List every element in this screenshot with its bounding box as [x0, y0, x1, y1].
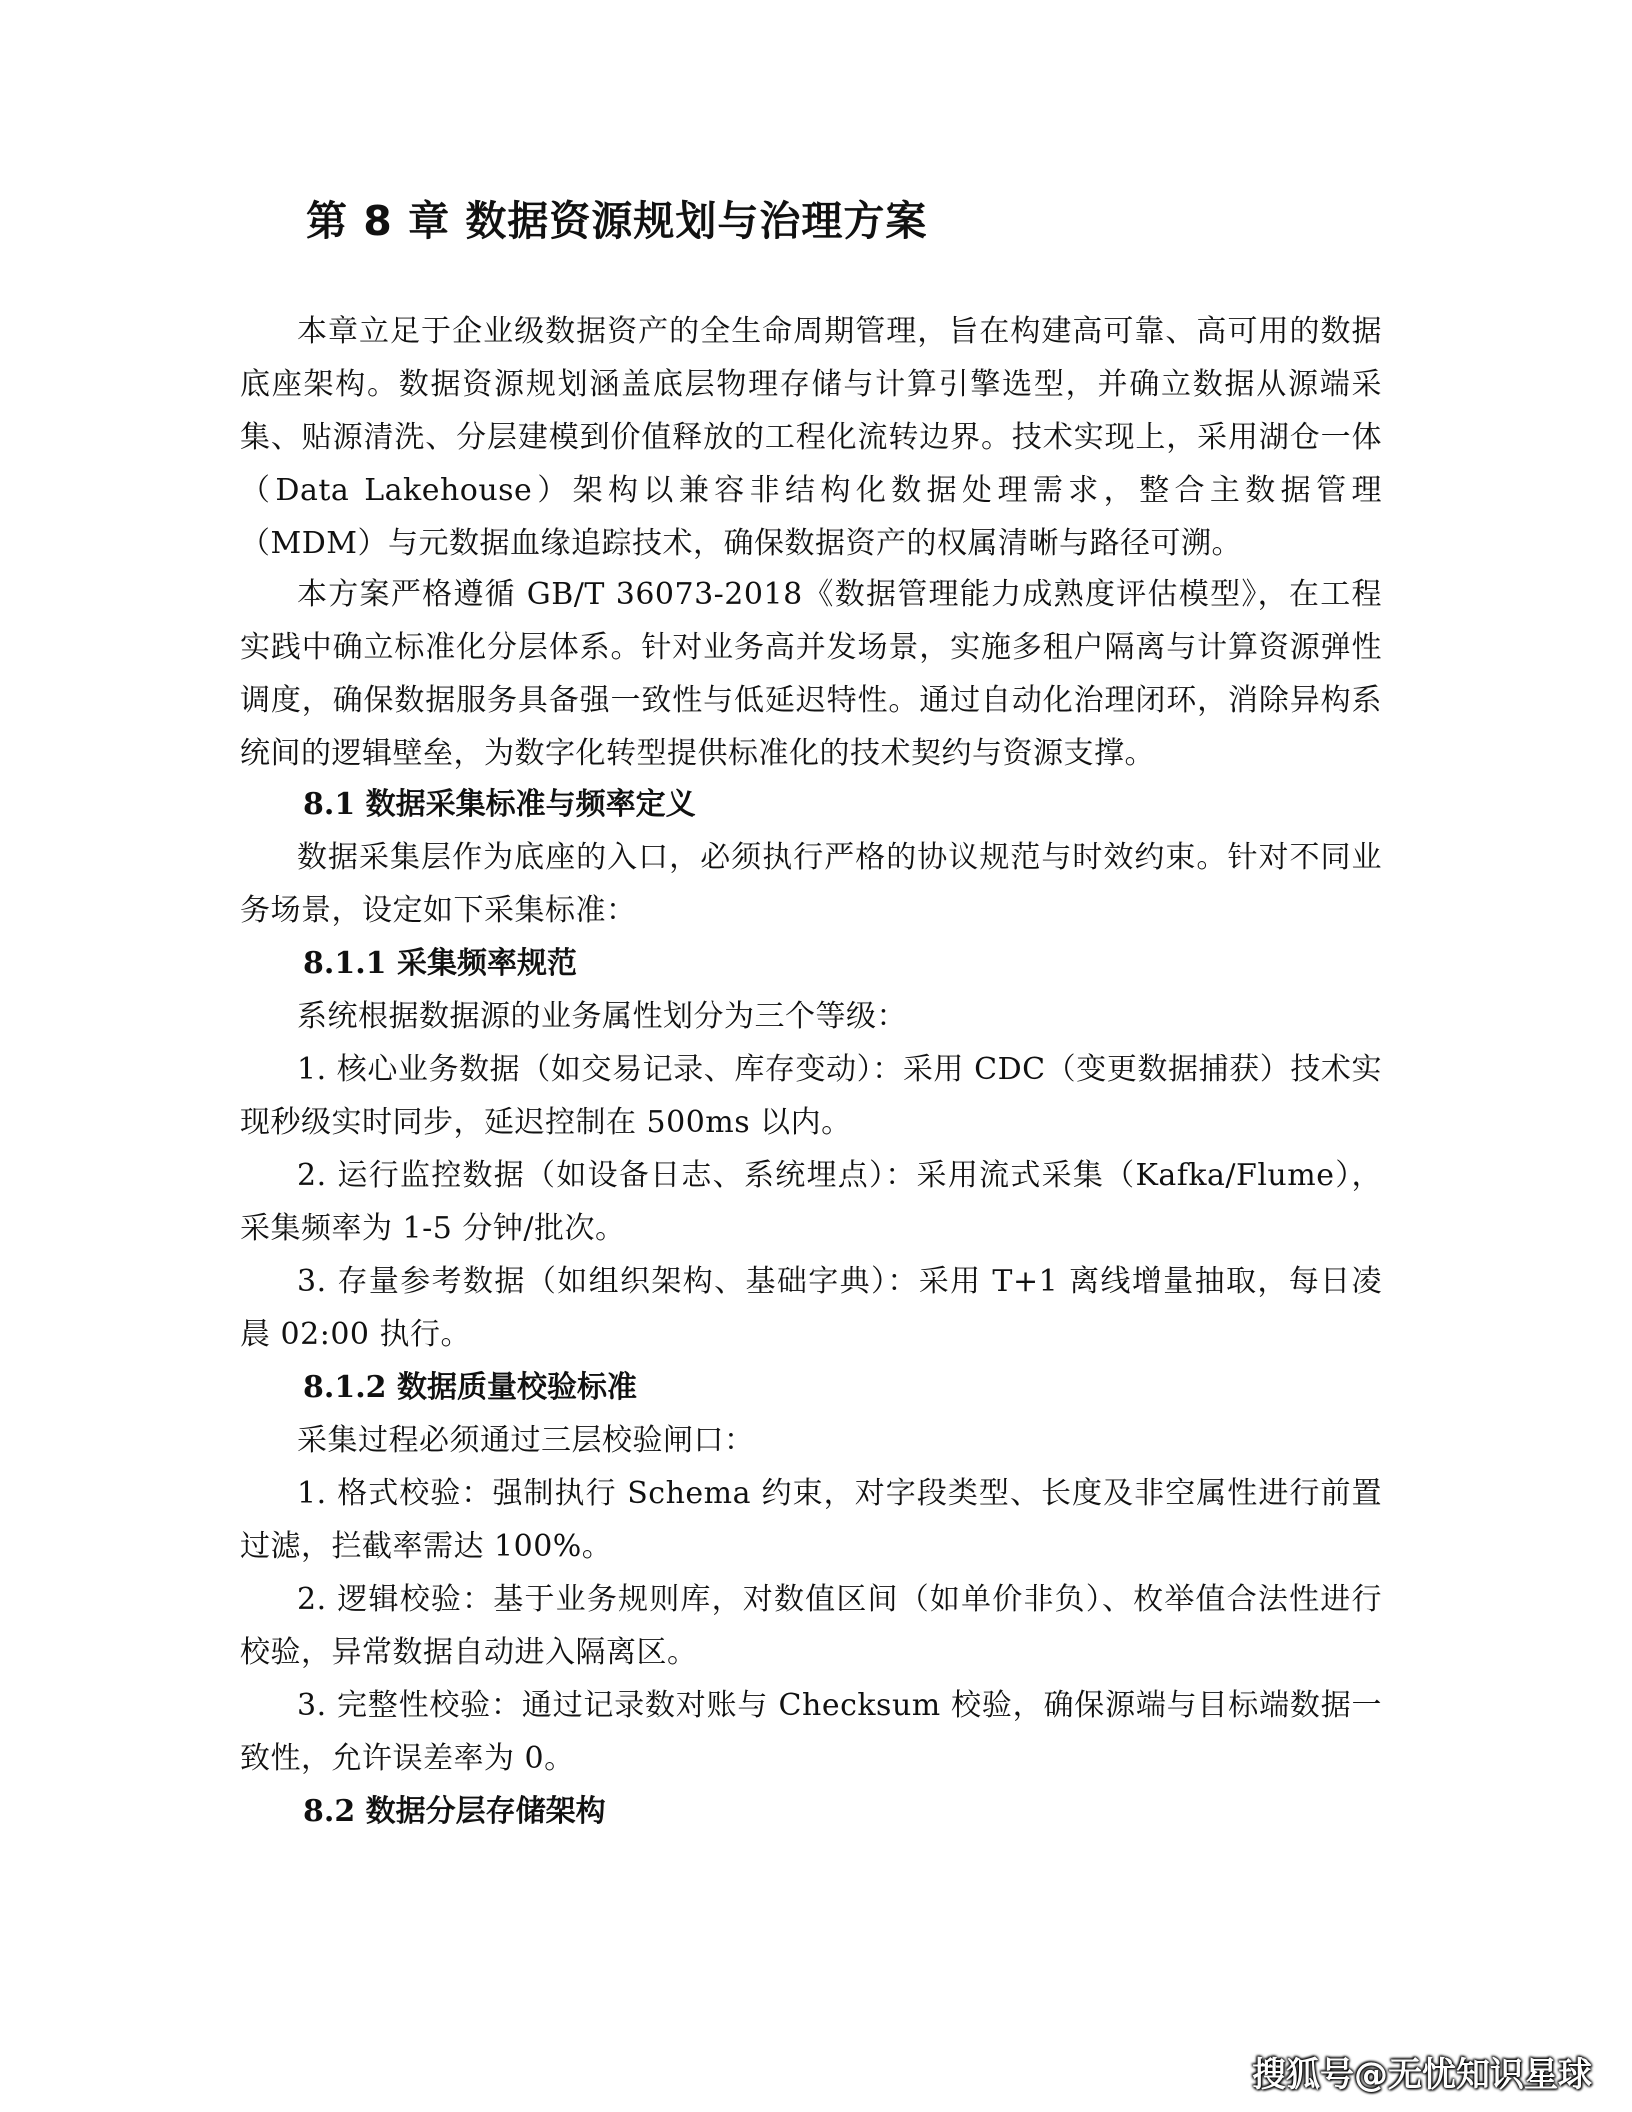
section-8-2-heading: 8.2 数据分层存储架构: [303, 1794, 606, 1829]
frequency-item-1: 1. 核心业务数据（如交易记录、库存变动）：采用 CDC（变更数据捕获）技术实现秒级实时同步，延迟控制在 500ms 以内。: [240, 1052, 1382, 1140]
section-8-1-heading: 8.1 数据采集标准与频率定义: [303, 787, 696, 822]
frequency-item-3: 3. 存量参考数据（如组织架构、基础字典）：采用 T+1 离线增量抽取，每日凌晨 02:00 执行。: [240, 1264, 1382, 1352]
section-8-1-2-intro: 采集过程必须通过三层校验闸口：: [297, 1423, 755, 1458]
watermark: 搜狐号@无忧知识星球: [1252, 2055, 1592, 2095]
section-8-1-2-heading: 8.1.2 数据质量校验标准: [303, 1370, 637, 1405]
quality-item-2: 2. 逻辑校验：基于业务规则库，对数值区间（如单价非负）、枚举值合法性进行校验，异常数据自动进入隔离区。: [240, 1582, 1382, 1670]
section-8-1-1-intro: 系统根据数据源的业务属性划分为三个等级：: [297, 999, 907, 1034]
quality-item-1: 1. 格式校验：强制执行 Schema 约束，对字段类型、长度及非空属性进行前置过滤，拦截率需达 100%。: [240, 1476, 1382, 1564]
frequency-item-2: 2. 运行监控数据（如设备日志、系统埋点）：采用流式采集（Kafka/Flume），采集频率为 1-5 分钟/批次。: [240, 1158, 1382, 1246]
section-8-1-intro: 数据采集层作为底座的入口，必须执行严格的协议规范与时效约束。针对不同业务场景，设定如下采集标准：: [240, 840, 1382, 928]
chapter-title: 第 8 章 数据资源规划与治理方案: [306, 197, 928, 245]
intro-paragraph-1: 本章立足于企业级数据资产的全生命周期管理，旨在构建高可靠、高可用的数据底座架构。数据资源规划涵盖底层物理存储与计算引擎选型，并确立数据从源端采集、贴源清洗、分层建模到价值释放的工程化流转边界。技术实现上，采用湖仓一体（Data Lakehouse）架构以兼容非结构化数据处理需求，整合主数据管理（MDM）与元数据血缘追踪技术，确保数据资产的权属清晰与路径可溯。: [240, 314, 1382, 561]
section-8-1-1-heading: 8.1.1 采集频率规范: [303, 946, 577, 981]
quality-item-3: 3. 完整性校验：通过记录数对账与 Checksum 校验，确保源端与目标端数据一致性，允许误差率为 0。: [240, 1688, 1382, 1776]
intro-paragraph-2: 本方案严格遵循 GB/T 36073-2018《数据管理能力成熟度评估模型》，在工程实践中确立标准化分层体系。针对业务高并发场景，实施多租户隔离与计算资源弹性调度，确保数据服务具备强一致性与低延迟特性。通过自动化治理闭环，消除异构系统间的逻辑壁垒，为数字化转型提供标准化的技术契约与资源支撑。: [240, 577, 1382, 771]
